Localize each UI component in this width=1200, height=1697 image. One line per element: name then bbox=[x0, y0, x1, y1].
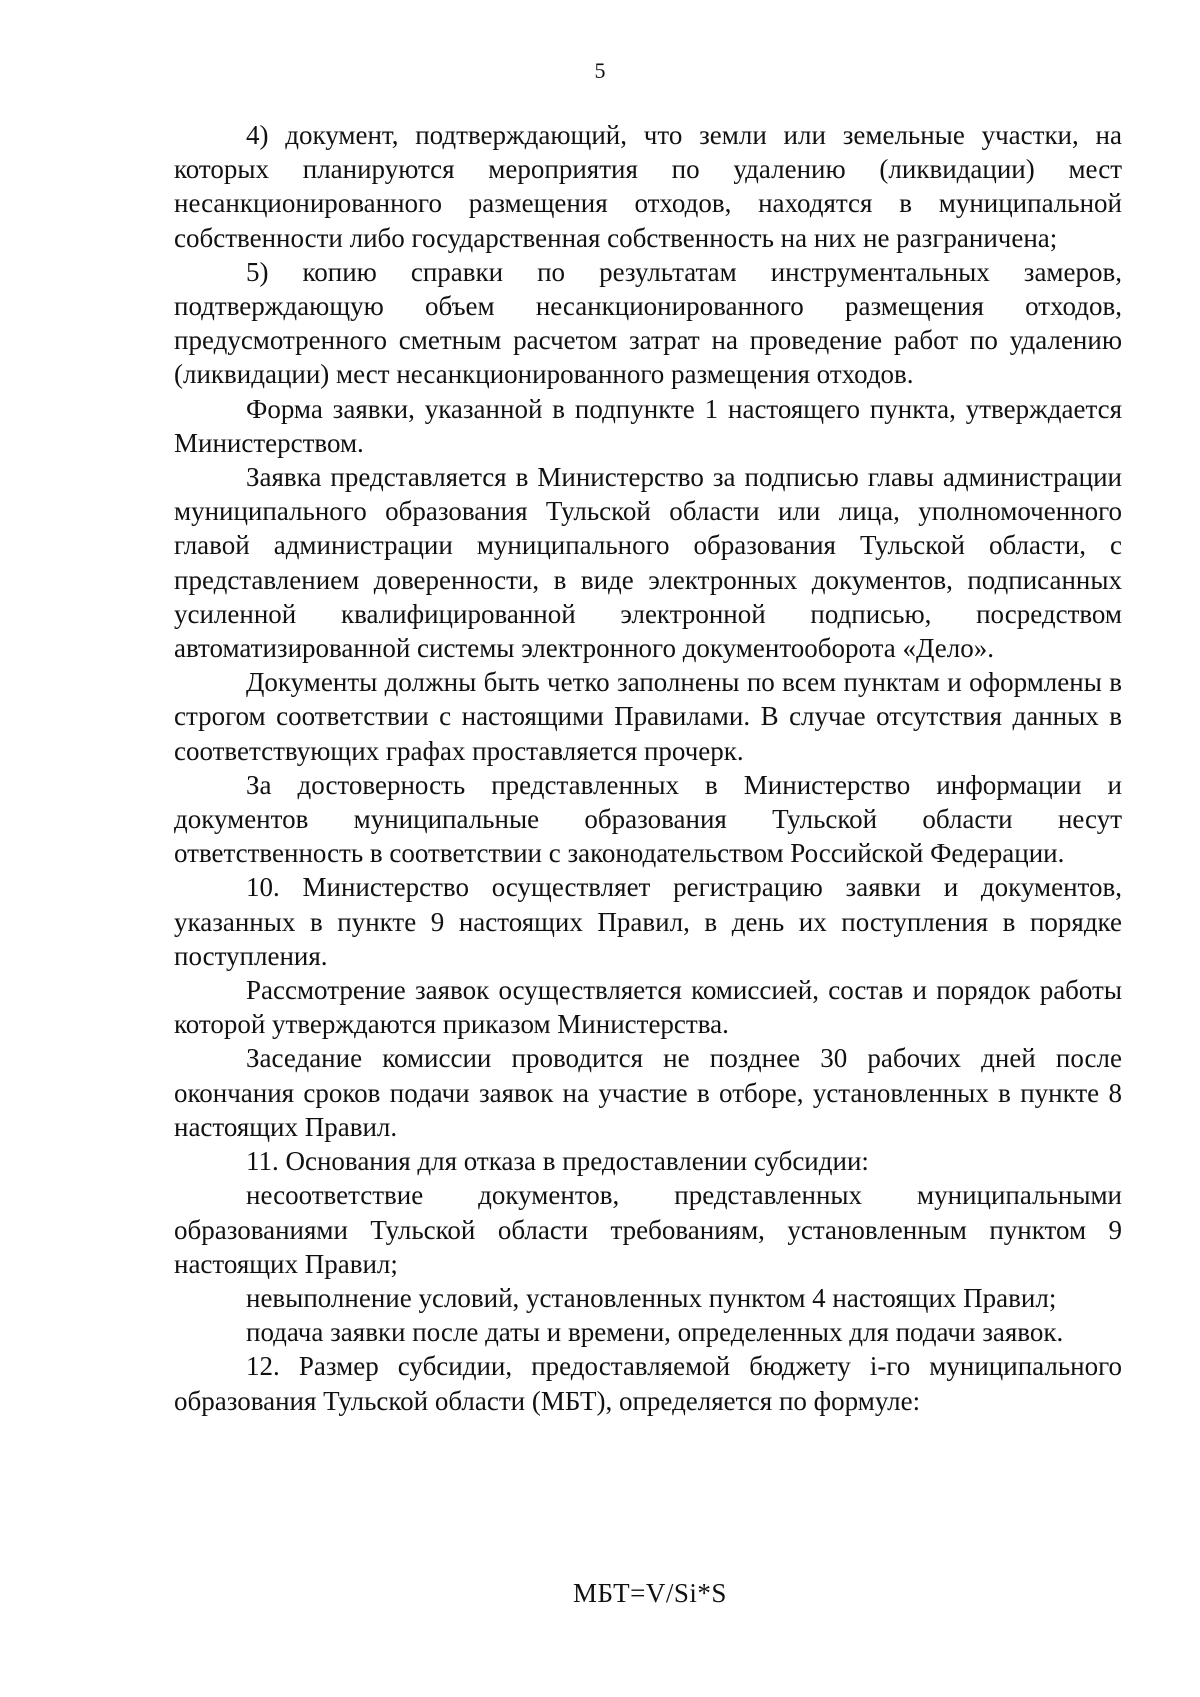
paragraph-clause-12-subsidy-size: 12. Размер субсидии, предоставляемой бюджету i-го муниципального образования Тульской области (МБТ), определяется по формуле: bbox=[174, 1351, 1122, 1416]
paragraph-commission-review: Рассмотрение заявок осуществляется комиссией, состав и порядок работы которой утверждаются приказом Министерства. bbox=[174, 975, 1122, 1040]
paragraph-refusal-late-submission: подача заявки после даты и времени, определенных для подачи заявок. bbox=[246, 1317, 1064, 1348]
paragraph-clause-10-registration: 10. Министерство осуществляет регистрацию заявки и документов, указанных в пункте 9 настоящих Правил, в день их поступления в порядке поступления. bbox=[174, 872, 1122, 971]
paragraph-refusal-noncompliance: несоответствие документов, представленных муниципальными образованиями Тульской области требованиям, установленным пунктом 9 настоящих Правил; bbox=[174, 1180, 1122, 1279]
paragraph-commission-meeting: Заседание комиссии проводится не позднее 30 рабочих дней после окончания сроков подачи заявок на участие в отборе, установленных в пункте 8 настоящих Правил. bbox=[174, 1043, 1122, 1142]
paragraph-documents-filling: Документы должны быть четко заполнены по всем пунктам и оформлены в строгом соответствии с настоящими Правилами. В случае отсутствия данных в соответствующих графах проставляется прочерк. bbox=[174, 667, 1122, 766]
paragraph-application-submission: Заявка представляется в Министерство за подписью главы администрации муниципального образования Тульской области или лица, уполномоченного главой администрации муниципального образования Тульской области, с представлением доверенности, в виде электронных документов, подписанных усиленной квалифицированной электронной подписью, посредством автоматизированной системы электронного документооборота «Дело». bbox=[174, 462, 1122, 664]
paragraph-refusal-conditions: невыполнение условий, установленных пунктом 4 настоящих Правил; bbox=[246, 1282, 1057, 1313]
paragraph-reliability-responsibility: За достоверность представленных в Министерство информации и документов муниципальные образования Тульской области несут ответственность в соответствии с законодательством Российской Федерации. bbox=[174, 769, 1122, 869]
paragraph-application-form: Форма заявки, указанной в подпункте 1 настоящего пункта, утверждается Министерством. bbox=[174, 393, 1122, 458]
page-number: 5 bbox=[594, 58, 606, 83]
subsidy-formula: МБТ=V/Si*S bbox=[573, 1578, 727, 1608]
paragraph-item-5-measurement-copy: 5) копию справки по результатам инструментальных замеров, подтверждающую объем несанкционированного размещения отходов, предусмотренного сметным расчетом затрат на проведение работ по удалению (ликвидации) мест несанкционированного размещения отходов. bbox=[174, 256, 1122, 390]
paragraph-item-4-document: 4) документ, подтверждающий, что земли или земельные участки, на которых планируются мероприятия по удалению (ликвидации) мест несанкционированного размещения отходов, находятся в муниципальной собственности либо государственная собственность на них не разграничена; bbox=[174, 120, 1122, 253]
document-body bbox=[174, 118, 1122, 1418]
paragraph-clause-11-refusal-grounds: 11. Основания для отказа в предоставлении субсидии: bbox=[246, 1146, 869, 1177]
